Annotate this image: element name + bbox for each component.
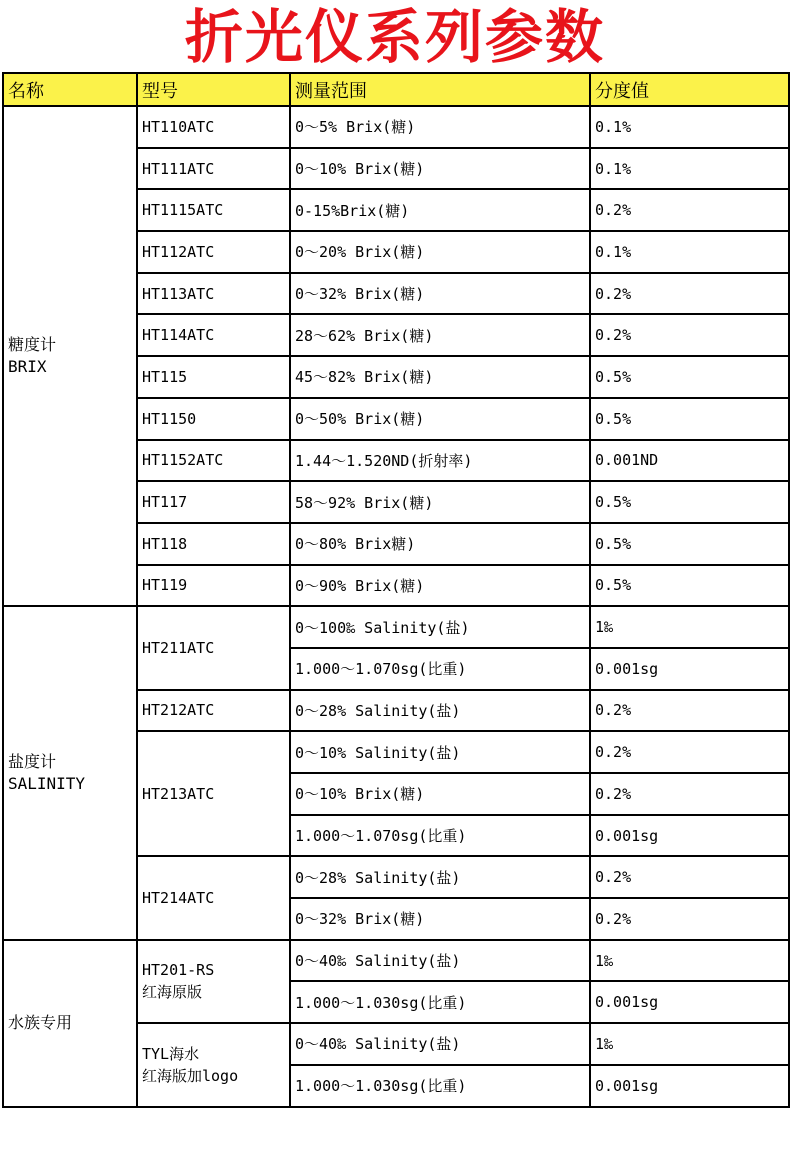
model-name: 红海原版: [142, 983, 203, 1002]
model-cell: [137, 606, 290, 689]
category-name: 糖度计: [8, 335, 57, 355]
resolution-cell: 0.1%: [590, 231, 789, 273]
model-name: HT201-RS: [142, 961, 215, 980]
range-cell: 0-15%Brix(糖): [290, 189, 590, 231]
range-cell: 0～10% Brix(糖): [290, 148, 590, 190]
resolution-cell: 0.2%: [590, 773, 789, 815]
model-name: 红海版加logo: [142, 1066, 239, 1085]
range-cell: 0～40‰ Salinity(盐): [290, 940, 590, 982]
model-cell: [137, 231, 290, 273]
model-name: HT113ATC: [142, 284, 215, 303]
resolution-cell: 0.1%: [590, 106, 789, 148]
resolution-cell: 1‰: [590, 1023, 789, 1065]
resolution-cell: 0.2%: [590, 314, 789, 356]
resolution-cell: 0.5%: [590, 523, 789, 565]
range-cell: 0～20% Brix(糖): [290, 231, 590, 273]
model-name: HT110ATC: [142, 117, 215, 136]
range-cell: 0～50% Brix(糖): [290, 398, 590, 440]
range-cell: 0～32% Brix(糖): [290, 273, 590, 315]
spec-body: [3, 106, 789, 1107]
resolution-cell: 0.5%: [590, 356, 789, 398]
model-cell: [137, 398, 290, 440]
model-name: TYL海水: [142, 1044, 200, 1063]
range-cell: 0～28% Salinity(盐): [290, 856, 590, 898]
model-name: HT111ATC: [142, 159, 215, 178]
model-cell: [137, 565, 290, 607]
model-cell: [137, 440, 290, 482]
model-name: HT118: [142, 534, 188, 553]
range-cell: 0～5% Brix(糖): [290, 106, 590, 148]
model-name: HT211ATC: [142, 638, 215, 657]
model-cell: [137, 523, 290, 565]
category-cell: [3, 106, 137, 606]
range-cell: 1.000～1.070sg(比重): [290, 815, 590, 857]
range-cell: 0～32% Brix(糖): [290, 898, 590, 940]
model-cell: [137, 148, 290, 190]
resolution-cell: 0.001sg: [590, 1065, 789, 1107]
model-name: HT114ATC: [142, 326, 215, 345]
range-cell: 45～82% Brix(糖): [290, 356, 590, 398]
range-cell: 0～28% Salinity(盐): [290, 690, 590, 732]
range-cell: 28～62% Brix(糖): [290, 314, 590, 356]
header-resolution: 分度值: [590, 73, 789, 106]
range-cell: 0～100‰ Salinity(盐): [290, 606, 590, 648]
header-name: 名称: [3, 73, 137, 106]
header-range: 测量范围: [290, 73, 590, 106]
model-name: HT117: [142, 493, 188, 512]
model-name: HT115: [142, 367, 188, 386]
model-cell: [137, 690, 290, 732]
resolution-cell: 1‰: [590, 606, 789, 648]
model-cell: [137, 106, 290, 148]
range-cell: 0～90% Brix(糖): [290, 565, 590, 607]
table-row: [3, 606, 789, 648]
range-cell: 0～10% Salinity(盐): [290, 731, 590, 773]
model-name: HT1150: [142, 409, 197, 428]
model-name: HT1152ATC: [142, 451, 224, 470]
model-name: HT1115ATC: [142, 201, 224, 220]
range-cell: 0～40‰ Salinity(盐): [290, 1023, 590, 1065]
range-cell: 1.000～1.070sg(比重): [290, 648, 590, 690]
model-cell: [137, 1023, 290, 1106]
model-name: HT119: [142, 576, 188, 595]
model-cell: [137, 481, 290, 523]
model-name: HT214ATC: [142, 889, 215, 908]
model-name: HT112ATC: [142, 242, 215, 261]
header-row: [3, 73, 789, 106]
resolution-cell: 0.5%: [590, 481, 789, 523]
model-cell: [137, 940, 290, 1023]
range-cell: 1.000～1.030sg(比重): [290, 1065, 590, 1107]
model-cell: [137, 731, 290, 856]
table-row: [3, 106, 789, 148]
model-cell: [137, 189, 290, 231]
resolution-cell: 0.001sg: [590, 648, 789, 690]
resolution-cell: 0.2%: [590, 189, 789, 231]
range-cell: 1.000～1.030sg(比重): [290, 981, 590, 1023]
category-name: 水族专用: [8, 1013, 73, 1033]
resolution-cell: 0.001sg: [590, 981, 789, 1023]
page-title: 折光仪系列参数: [184, 3, 605, 71]
resolution-cell: 0.5%: [590, 565, 789, 607]
resolution-cell: 0.2%: [590, 898, 789, 940]
resolution-cell: 0.001sg: [590, 815, 789, 857]
resolution-cell: 0.5%: [590, 398, 789, 440]
resolution-cell: 0.2%: [590, 731, 789, 773]
category-cell: [3, 606, 137, 940]
resolution-cell: 0.1%: [590, 148, 789, 190]
resolution-cell: 0.001ND: [590, 440, 789, 482]
range-cell: 1.44～1.520ND(折射率): [290, 440, 590, 482]
model-cell: [137, 314, 290, 356]
category-name: BRIX: [8, 357, 47, 377]
range-cell: 0～10% Brix(糖): [290, 773, 590, 815]
category-name: 盐度计: [8, 752, 57, 771]
spec-table: [2, 72, 790, 1108]
model-name: HT213ATC: [142, 784, 215, 803]
resolution-cell: 0.2%: [590, 273, 789, 315]
model-cell: [137, 856, 290, 939]
model-cell: [137, 273, 290, 315]
category-name: SALINITY: [8, 774, 86, 793]
resolution-cell: 1‰: [590, 940, 789, 982]
model-name: HT212ATC: [142, 701, 215, 720]
table-row: [3, 940, 789, 982]
resolution-cell: 0.2%: [590, 690, 789, 732]
range-cell: 58～92% Brix(糖): [290, 481, 590, 523]
resolution-cell: 0.2%: [590, 856, 789, 898]
category-cell: [3, 940, 137, 1107]
model-cell: [137, 356, 290, 398]
header-model: 型号: [137, 73, 290, 106]
range-cell: 0～80% Brix糖): [290, 523, 590, 565]
